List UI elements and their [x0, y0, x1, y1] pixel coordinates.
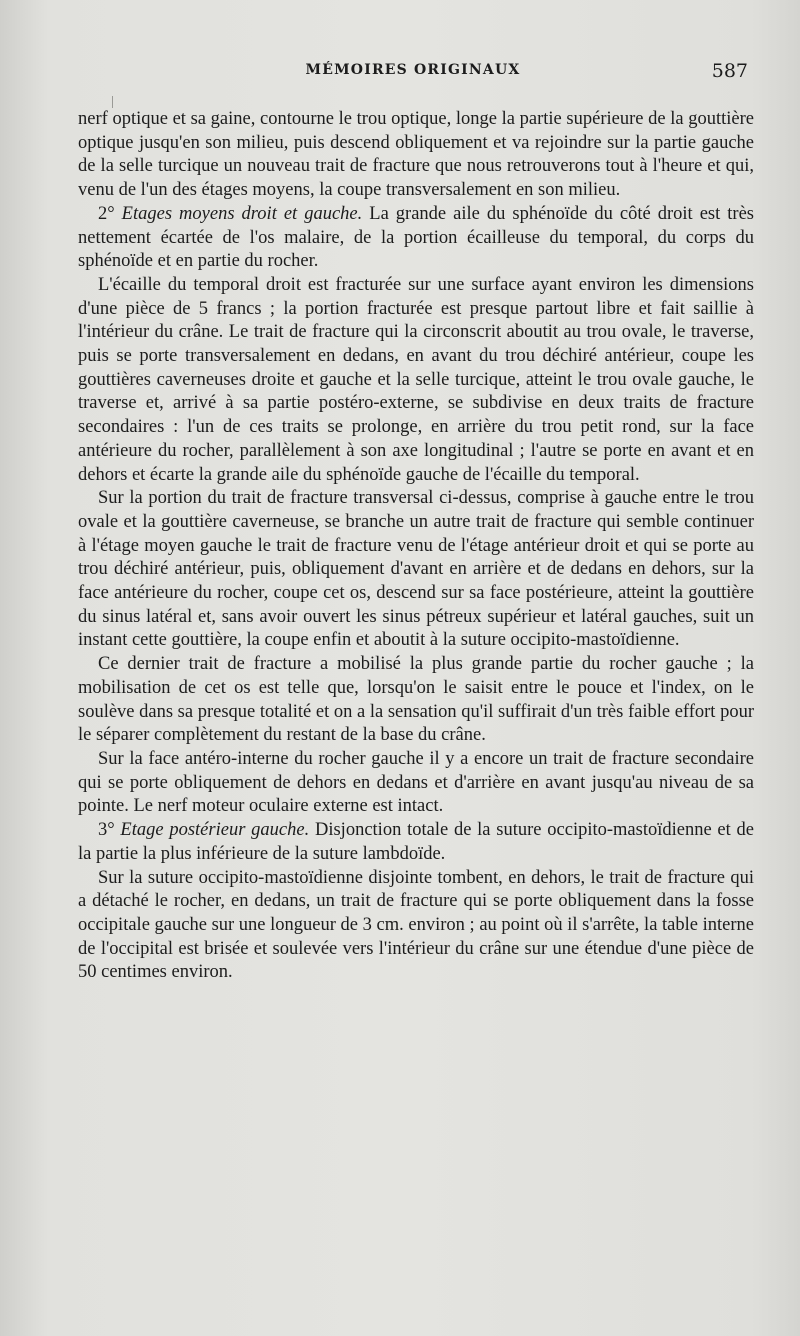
- margin-mark: [112, 96, 113, 108]
- page-number: 587: [711, 60, 748, 82]
- section-heading: Etage postérieur gauche.: [120, 820, 310, 841]
- paragraph-text: Sur la portion du trait de fracture transversal ci-dessus, comprise à gauche entre le trou ovale et la gouttière caverneuse, se branche un autre trait de fracture qui semble continuer à l'étage moyen gauche le trait de fracture venu de l'étage antérieur droit et qui se porte au trou déchiré antérieur, puis, obliquement d'avant en arrière et de dedans en dehors, sur la face antérieure du rocher, coupe cet os, descend sur sa face postérieure, atteint la gouttière du sinus latéral et, sans avoir ouvert les sinus pétreux supérieur et latéral gauches, suit un instant cette gouttière, la coupe enfin et aboutit à la suture occipito-mastoïdienne.: [78, 488, 754, 651]
- section-number: 3°: [98, 820, 121, 841]
- paragraph-5: [78, 653, 754, 748]
- section-heading: Etages moyens droit et gauche.: [121, 203, 363, 224]
- paragraph-6: [78, 748, 754, 819]
- paragraph-text: Ce dernier trait de fracture a mobilisé la plus grande partie du rocher gauche ; la mobilisation de cet os est telle que, lorsqu'on le saisit entre le pouce et l'index, on le soulève dans sa presque totalité et on a la sensation qu'il suffirait d'un très faible effort pour le séparer complètement du restant de la base du crâne.: [78, 654, 754, 746]
- paragraph-text: L'écaille du temporal droit est fracturée sur une surface ayant environ les dimensions d'une pièce de 5 francs ; la portion fracturée est presque partout libre et fait saillie à l'intérieur du crâne. Le trait de fracture qui la circonscrit aboutit au trou ovale, le traverse, puis se porte transversalement en dedans, en avant du trou déchiré antérieur, coupe les gouttières caverneuses droite et gauche et la selle turcique, atteint le trou ovale gauche, le traverse et, arrivé à sa partie postéro-externe, se subdivise en deux traits de fracture secondaires : l'un de ces traits se prolonge, en arrière du trou petit rond, sur la face antérieure du rocher, parallèlement à son axe longitudinal ; l'autre se porte en avant et en dehors et écarte la grande aile du sphénoïde gauche de l'écaille du temporal.: [78, 274, 754, 485]
- paragraph-7: [78, 819, 754, 866]
- section-number: 2°: [98, 203, 122, 224]
- paragraph-text: nerf optique et sa gaine, contourne le trou optique, longe la partie supérieure de la gouttière optique jusqu'en son milieu, puis descend obliquement et va rejoindre sur la partie gauche de la selle turcique un nouveau trait de fracture que nous retrouverons tout à l'heure et qui, venu de l'un des étages moyens, la coupe transversalement en son milieu.: [78, 109, 754, 201]
- paragraph-text: Sur la face antéro-interne du rocher gauche il y a encore un trait de fracture secondaire qui se porte obliquement de dehors en dedans et d'arrière en avant jusqu'au niveau de sa pointe. Le nerf moteur oculaire externe est intact.: [78, 748, 754, 817]
- paragraph-text: La grande aile du sphénoïde du côté droit est très nettement écartée de l'os malaire, de la portion écailleuse du temporal, du corps du sphénoïde et en partie du rocher.: [78, 203, 754, 272]
- paragraph-2: [78, 203, 754, 274]
- paragraph-text: Sur la suture occipito-mastoïdienne disjointe tombent, en dehors, le trait de fracture qui a détaché le rocher, en dedans, un trait de fracture qui se porte obliquement dans la fosse occipitale gauche sur une longueur de 3 cm. environ ; au point où il s'arrête, la table interne de l'occipital est brisée et soulevée vers l'intérieur du crâne sur une étendue d'une pièce de 50 centimes environ.: [78, 867, 754, 983]
- paragraph-1: [78, 108, 754, 203]
- paragraph-8: [78, 867, 754, 986]
- paragraph-4: [78, 487, 754, 653]
- paragraph-text: Disjonction totale de la suture occipito-mastoïdienne et de la partie la plus inférieure de la suture lambdoïde.: [78, 820, 755, 864]
- paragraph-3: [78, 274, 754, 487]
- running-head: [78, 62, 748, 84]
- running-title: MÉMOIRES ORIGINAUX: [305, 62, 521, 78]
- body-text: [78, 108, 754, 985]
